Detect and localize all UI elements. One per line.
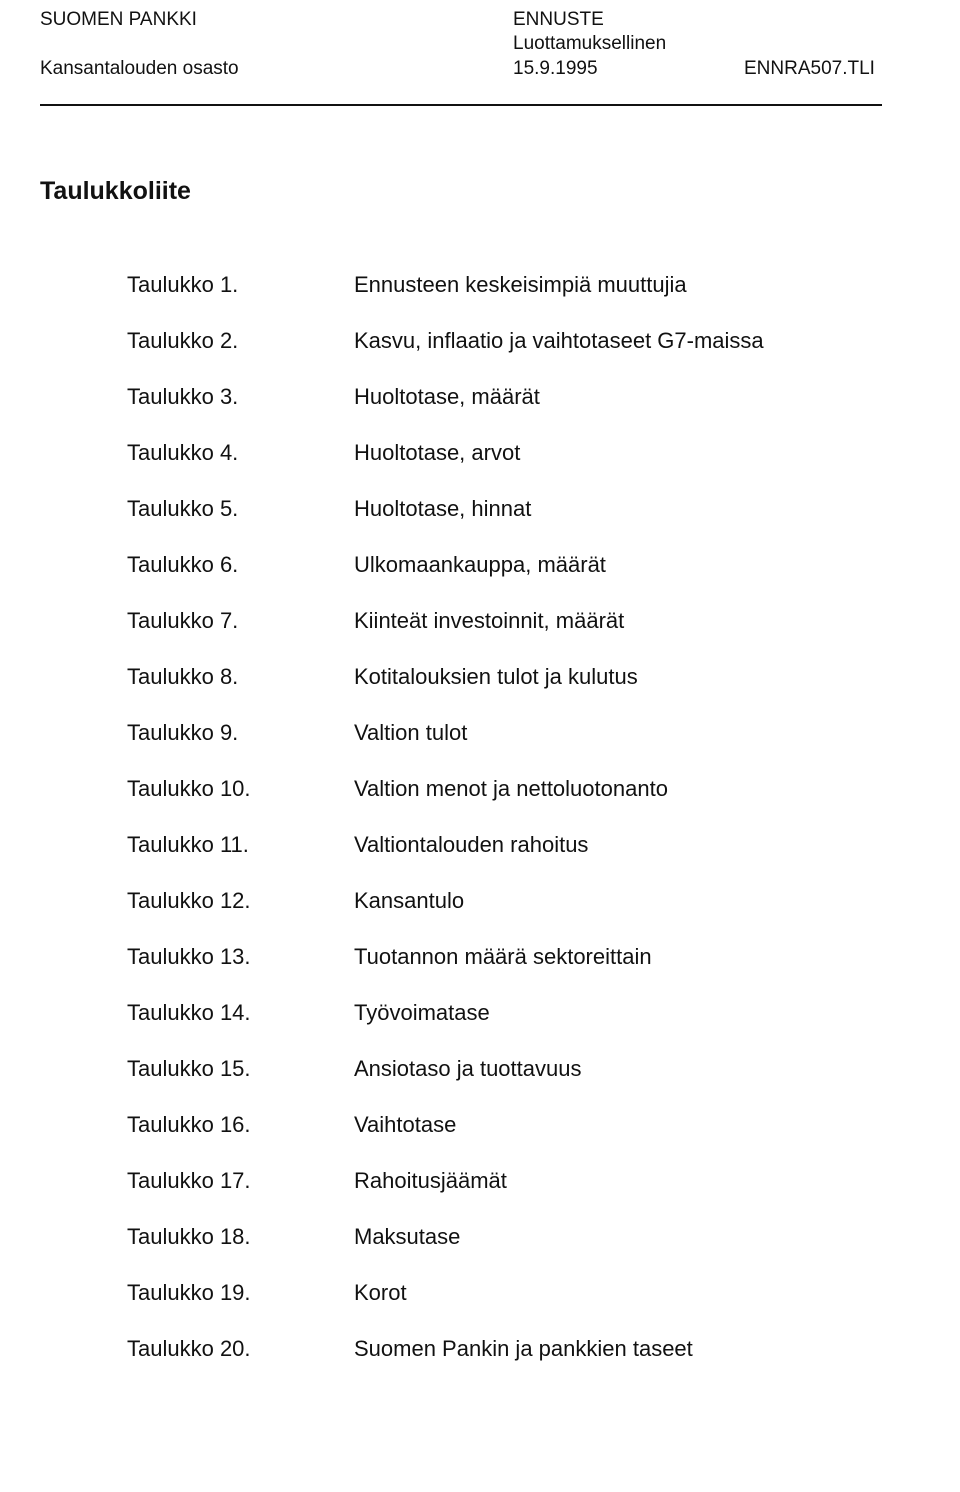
list-item [0, 495, 960, 551]
list-item [0, 1167, 960, 1223]
list-item [0, 663, 960, 719]
table-description: Vaihtotase [354, 1112, 457, 1137]
table-description: Kotitalouksien tulot ja kulutus [354, 664, 638, 689]
table-description: Korot [354, 1280, 407, 1305]
list-item [0, 1223, 960, 1279]
list-item [0, 327, 960, 383]
table-description: Rahoitusjäämät [354, 1168, 507, 1193]
table-description: Huoltotase, määrät [354, 384, 540, 409]
list-item [0, 439, 960, 495]
table-description: Huoltotase, hinnat [354, 496, 532, 521]
table-number: Taulukko 4. [127, 440, 239, 465]
header-department: Kansantalouden osasto [40, 58, 239, 79]
table-number: Taulukko 9. [127, 720, 239, 745]
list-item [0, 1335, 960, 1391]
table-number: Taulukko 3. [127, 384, 239, 409]
table-description: Ennusteen keskeisimpiä muuttujia [354, 272, 687, 297]
table-number: Taulukko 19. [127, 1280, 251, 1305]
header-doc-type: ENNUSTE [513, 9, 604, 30]
table-description: Kansantulo [354, 888, 465, 913]
table-number: Taulukko 15. [127, 1056, 251, 1081]
table-number: Taulukko 14. [127, 1000, 251, 1025]
header-code: ENNRA507.TLI [744, 58, 875, 79]
table-number: Taulukko 6. [127, 552, 239, 577]
table-description: Työvoimatase [354, 1000, 490, 1025]
table-description: Ulkomaankauppa, määrät [354, 552, 606, 577]
list-item [0, 1055, 960, 1111]
table-number: Taulukko 12. [127, 888, 251, 913]
table-number: Taulukko 5. [127, 496, 239, 521]
table-description: Kasvu, inflaatio ja vaihtotaseet G7-maissa [354, 328, 764, 353]
list-item [0, 831, 960, 887]
table-number: Taulukko 1. [127, 272, 239, 297]
page-title: Taulukkoliite [40, 177, 191, 205]
table-number: Taulukko 10. [127, 776, 251, 801]
table-description: Valtion menot ja nettoluotonanto [354, 776, 668, 801]
header-org: SUOMEN PANKKI [40, 9, 197, 30]
list-item [0, 719, 960, 775]
list-item [0, 1111, 960, 1167]
list-item [0, 271, 960, 327]
list-item [0, 775, 960, 831]
table-number: Taulukko 17. [127, 1168, 251, 1193]
table-description: Maksutase [354, 1224, 461, 1249]
table-description: Kiinteät investoinnit, määrät [354, 608, 625, 633]
table-number: Taulukko 20. [127, 1336, 251, 1361]
table-description: Tuotannon määrä sektoreittain [354, 944, 652, 969]
table-number: Taulukko 8. [127, 664, 239, 689]
table-number: Taulukko 2. [127, 328, 239, 353]
list-item [0, 943, 960, 999]
table-list [0, 271, 960, 1391]
table-description: Suomen Pankin ja pankkien taseet [354, 1336, 693, 1361]
table-description: Valtion tulot [354, 720, 468, 745]
list-item [0, 1279, 960, 1335]
table-description: Huoltotase, arvot [354, 440, 521, 465]
table-description: Valtiontalouden rahoitus [354, 832, 589, 857]
list-item [0, 607, 960, 663]
header-divider [40, 104, 882, 106]
list-item [0, 383, 960, 439]
table-number: Taulukko 11. [127, 832, 249, 857]
header-classification: Luottamuksellinen [513, 33, 667, 54]
list-item [0, 999, 960, 1055]
table-number: Taulukko 16. [127, 1112, 251, 1137]
table-number: Taulukko 7. [127, 608, 239, 633]
table-number: Taulukko 13. [127, 944, 251, 969]
header-date: 15.9.1995 [513, 58, 598, 79]
table-description: Ansiotaso ja tuottavuus [354, 1056, 582, 1081]
table-number: Taulukko 18. [127, 1224, 251, 1249]
list-item [0, 551, 960, 607]
list-item [0, 887, 960, 943]
